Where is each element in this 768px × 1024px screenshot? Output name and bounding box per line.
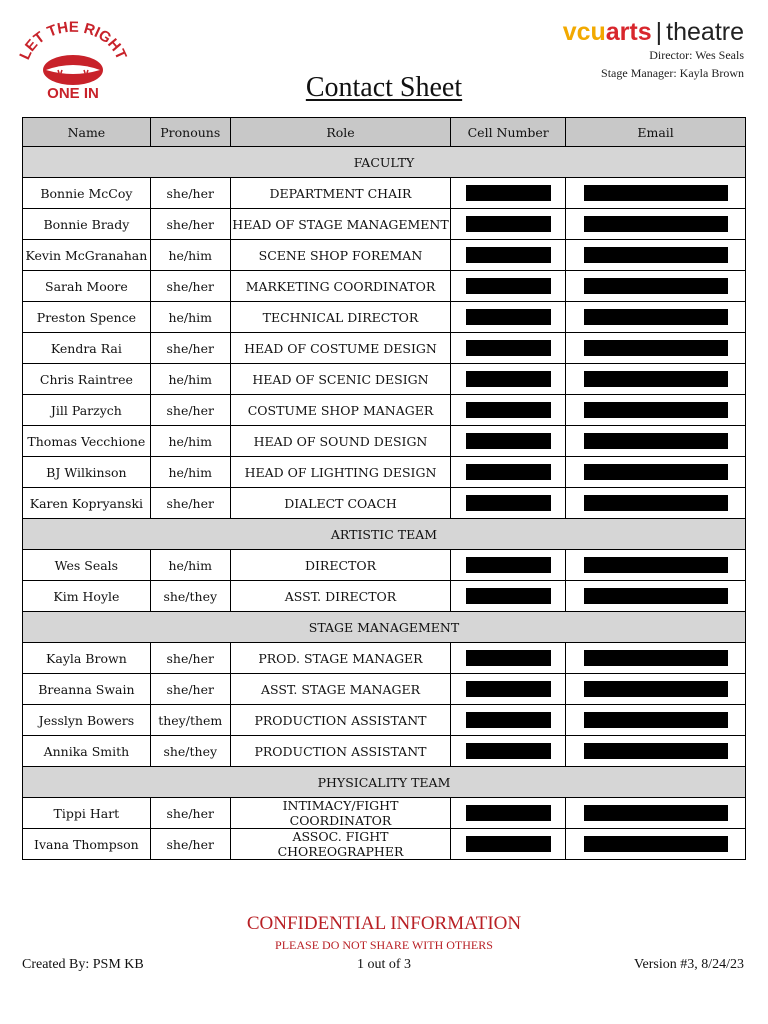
page-title: Contact Sheet <box>305 72 463 103</box>
table-header-row <box>23 118 746 147</box>
cell-pronouns: she/her <box>150 395 230 426</box>
cell-cell-number <box>451 178 566 209</box>
section-row <box>23 147 746 178</box>
table-row <box>23 333 746 364</box>
redaction-bar <box>466 557 551 573</box>
cell-pronouns: he/him <box>150 240 230 271</box>
table-row <box>23 829 746 860</box>
table-row <box>23 674 746 705</box>
redaction-bar <box>466 371 551 387</box>
do-not-share-notice: PLEASE DO NOT SHARE WITH OTHERS <box>275 938 493 952</box>
table-row <box>23 643 746 674</box>
redaction-bar <box>466 247 551 263</box>
redaction-bar <box>584 805 728 821</box>
cell-cell-number <box>451 798 566 829</box>
table-row <box>23 550 746 581</box>
cell-cell-number <box>451 581 566 612</box>
cell-name: Thomas Vecchione <box>23 426 151 457</box>
cell-pronouns: he/him <box>150 550 230 581</box>
redaction-bar <box>584 836 728 852</box>
cell-role: ASST. DIRECTOR <box>230 581 451 612</box>
header-cell-number: Cell Number <box>451 118 566 147</box>
cell-name: Tippi Hart <box>23 798 151 829</box>
cell-pronouns: she/her <box>150 209 230 240</box>
cell-email <box>566 395 746 426</box>
table-row <box>23 426 746 457</box>
cell-name: Bonnie Brady <box>23 209 151 240</box>
table-row <box>23 178 746 209</box>
redaction-bar <box>466 805 551 821</box>
cell-email <box>566 643 746 674</box>
cell-name: Breanna Swain <box>23 674 151 705</box>
cell-email <box>566 240 746 271</box>
cell-cell-number <box>451 488 566 519</box>
section-label: STAGE MANAGEMENT <box>23 612 746 643</box>
page-number: 1 out of 3 <box>356 957 412 972</box>
redaction-bar <box>466 743 551 759</box>
redaction-bar <box>466 681 551 697</box>
cell-cell-number <box>451 705 566 736</box>
cell-cell-number <box>451 364 566 395</box>
redaction-bar <box>466 185 551 201</box>
cell-pronouns: she/her <box>150 178 230 209</box>
cell-name: Preston Spence <box>23 302 151 333</box>
redaction-bar <box>584 743 728 759</box>
cell-cell-number <box>451 426 566 457</box>
confidential-notice: CONFIDENTIAL INFORMATION <box>246 913 522 934</box>
section-label: FACULTY <box>23 147 746 178</box>
cell-name: Chris Raintree <box>23 364 151 395</box>
table-row <box>23 457 746 488</box>
cell-role: PRODUCTION ASSISTANT <box>230 705 451 736</box>
redaction-bar <box>584 402 728 418</box>
cell-cell-number <box>451 736 566 767</box>
table-row <box>23 302 746 333</box>
redaction-bar <box>584 650 728 666</box>
redaction-bar <box>584 340 728 356</box>
cell-pronouns: they/them <box>150 705 230 736</box>
redaction-bar <box>466 650 551 666</box>
cell-email <box>566 178 746 209</box>
cell-pronouns: he/him <box>150 426 230 457</box>
cell-email <box>566 829 746 860</box>
cell-email <box>566 736 746 767</box>
brand-vcu: vcu <box>562 18 606 46</box>
contact-table <box>22 117 746 860</box>
header-name: Name <box>23 118 151 147</box>
cell-email <box>566 798 746 829</box>
table-row <box>23 488 746 519</box>
cell-pronouns: he/him <box>150 364 230 395</box>
cell-role: DEPARTMENT CHAIR <box>230 178 451 209</box>
cell-pronouns: she/her <box>150 643 230 674</box>
cell-email <box>566 674 746 705</box>
cell-email <box>566 364 746 395</box>
page-title-wrap <box>0 72 768 104</box>
header-role: Role <box>230 118 451 147</box>
cell-cell-number <box>451 395 566 426</box>
header-pronouns: Pronouns <box>150 118 230 147</box>
cell-pronouns: she/her <box>150 798 230 829</box>
section-label: ARTISTIC TEAM <box>23 519 746 550</box>
cell-email <box>566 457 746 488</box>
cell-name: BJ Wilkinson <box>23 457 151 488</box>
cell-name: Jesslyn Bowers <box>23 705 151 736</box>
cell-name: Kayla Brown <box>23 643 151 674</box>
cell-role: COSTUME SHOP MANAGER <box>230 395 451 426</box>
section-label: PHYSICALITY TEAM <box>23 767 746 798</box>
cell-cell-number <box>451 829 566 860</box>
cell-role: HEAD OF COSTUME DESIGN <box>230 333 451 364</box>
redaction-bar <box>466 433 551 449</box>
table-body <box>23 147 746 860</box>
cell-email <box>566 302 746 333</box>
redaction-bar <box>584 433 728 449</box>
cell-name: Kim Hoyle <box>23 581 151 612</box>
cell-pronouns: he/him <box>150 302 230 333</box>
cell-email <box>566 209 746 240</box>
cell-name: Karen Kopryanski <box>23 488 151 519</box>
cell-name: Annika Smith <box>23 736 151 767</box>
cell-pronouns: he/him <box>150 457 230 488</box>
cell-role: HEAD OF SCENIC DESIGN <box>230 364 451 395</box>
redaction-bar <box>584 309 728 325</box>
cell-cell-number <box>451 209 566 240</box>
redaction-bar <box>466 309 551 325</box>
cell-cell-number <box>451 271 566 302</box>
redaction-bar <box>584 712 728 728</box>
cell-pronouns: she/her <box>150 333 230 364</box>
redaction-bar <box>584 588 728 604</box>
cell-email <box>566 705 746 736</box>
cell-role: MARKETING COORDINATOR <box>230 271 451 302</box>
table-row <box>23 209 746 240</box>
cell-name: Bonnie McCoy <box>23 178 151 209</box>
cell-pronouns: she/her <box>150 488 230 519</box>
created-by: Created By: PSM KB <box>22 957 144 972</box>
cell-name: Jill Parzych <box>23 395 151 426</box>
cell-name: Kevin McGranahan <box>23 240 151 271</box>
section-row <box>23 767 746 798</box>
table-row <box>23 240 746 271</box>
table-row <box>23 395 746 426</box>
redaction-bar <box>584 216 728 232</box>
table-row <box>23 364 746 395</box>
cell-pronouns: she/her <box>150 271 230 302</box>
redaction-bar <box>466 278 551 294</box>
redaction-bar <box>466 495 551 511</box>
section-row <box>23 612 746 643</box>
redaction-bar <box>584 557 728 573</box>
section-row <box>23 519 746 550</box>
cell-cell-number <box>451 302 566 333</box>
cell-email <box>566 271 746 302</box>
cell-role: HEAD OF STAGE MANAGEMENT <box>230 209 451 240</box>
table-row <box>23 705 746 736</box>
header-email: Email <box>566 118 746 147</box>
cell-email <box>566 426 746 457</box>
cell-name: Wes Seals <box>23 550 151 581</box>
cell-role: ASST. STAGE MANAGER <box>230 674 451 705</box>
cell-email <box>566 488 746 519</box>
cell-role: ASSOC. FIGHT CHOREOGRAPHER <box>230 829 451 860</box>
redaction-bar <box>584 371 728 387</box>
redaction-bar <box>466 588 551 604</box>
cell-name: Ivana Thompson <box>23 829 151 860</box>
redaction-bar <box>584 278 728 294</box>
version-label: Version #3, 8/24/23 <box>633 957 744 972</box>
cell-role: TECHNICAL DIRECTOR <box>230 302 451 333</box>
cell-cell-number <box>451 333 566 364</box>
redaction-bar <box>466 712 551 728</box>
cell-email <box>566 550 746 581</box>
cell-email <box>566 333 746 364</box>
cell-email <box>566 581 746 612</box>
brand-theatre: theatre <box>666 18 744 46</box>
cell-role: SCENE SHOP FOREMAN <box>230 240 451 271</box>
redaction-bar <box>466 340 551 356</box>
cell-pronouns: she/they <box>150 736 230 767</box>
redaction-bar <box>466 216 551 232</box>
cell-pronouns: she/her <box>150 674 230 705</box>
redaction-bar <box>466 402 551 418</box>
vcuarts-wordmark <box>563 18 744 46</box>
cell-role: HEAD OF SOUND DESIGN <box>230 426 451 457</box>
director-line: Director: Wes Seals <box>649 48 744 62</box>
redaction-bar <box>584 681 728 697</box>
cell-name: Kendra Rai <box>23 333 151 364</box>
brand-arts: arts <box>605 18 652 46</box>
cell-name: Sarah Moore <box>23 271 151 302</box>
table-row <box>23 798 746 829</box>
cell-pronouns: she/they <box>150 581 230 612</box>
cell-cell-number <box>451 674 566 705</box>
cell-role: DIRECTOR <box>230 550 451 581</box>
redaction-bar <box>466 836 551 852</box>
table-row <box>23 581 746 612</box>
stage-manager-line: Stage Manager: Kayla Brown <box>601 66 744 80</box>
redaction-bar <box>584 185 728 201</box>
brand-separator: | <box>655 18 663 46</box>
logo-line1: LET THE RIGHT <box>18 18 128 63</box>
redaction-bar <box>466 464 551 480</box>
cell-role: HEAD OF LIGHTING DESIGN <box>230 457 451 488</box>
cell-role: PRODUCTION ASSISTANT <box>230 736 451 767</box>
redaction-bar <box>584 247 728 263</box>
redaction-bar <box>584 464 728 480</box>
redaction-bar <box>584 495 728 511</box>
table-row <box>23 271 746 302</box>
cell-cell-number <box>451 550 566 581</box>
logo-line2: ONE IN <box>47 85 99 102</box>
cell-role: PROD. STAGE MANAGER <box>230 643 451 674</box>
cell-cell-number <box>451 240 566 271</box>
table-row <box>23 736 746 767</box>
cell-cell-number <box>451 643 566 674</box>
cell-role: DIALECT COACH <box>230 488 451 519</box>
cell-pronouns: she/her <box>150 829 230 860</box>
cell-role: INTIMACY/FIGHT COORDINATOR <box>230 798 451 829</box>
cell-cell-number <box>451 457 566 488</box>
